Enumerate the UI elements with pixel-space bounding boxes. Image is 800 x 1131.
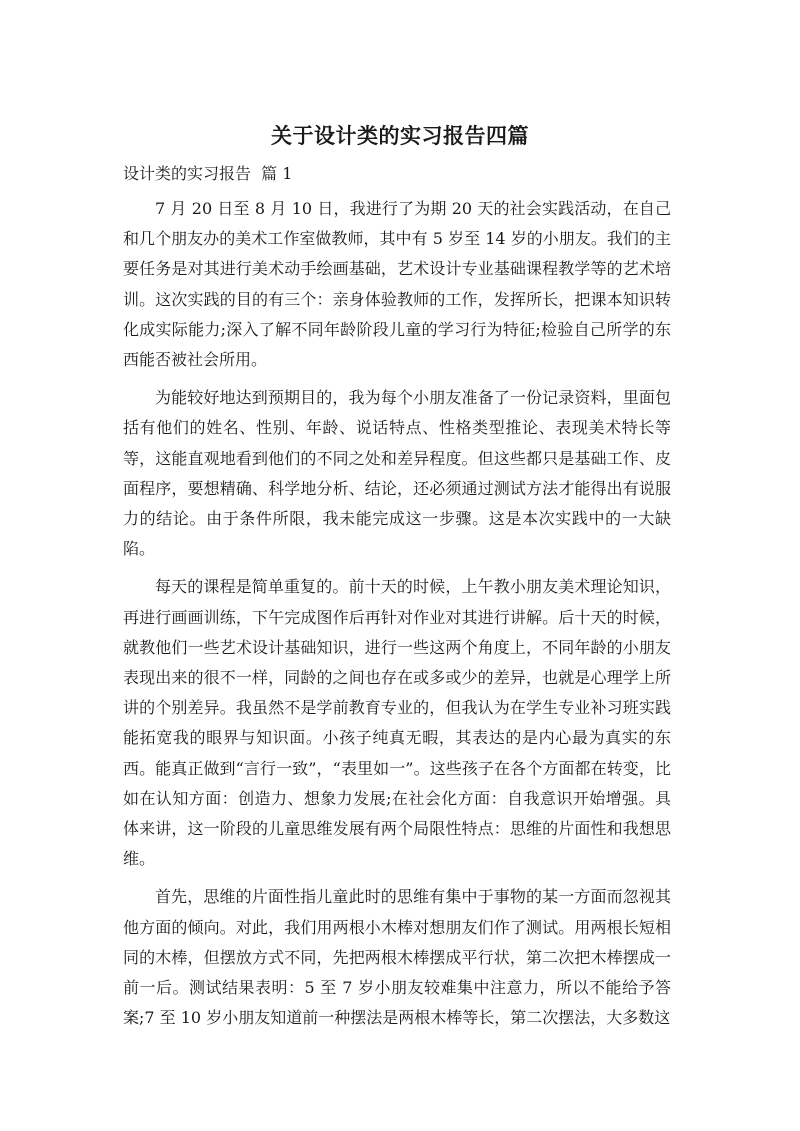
- paragraph: 7 月 20 日至 8 月 10 日，我进行了为期 20 天的社会实践活动，在自己和几个朋友办的美术工作室做教师，其中有 5 岁至 14 岁的小朋友。我们的主要任务是对其进行美术动手绘画基础，艺术设计专业基础课程教学等的艺术培训。这次实践的目的有三个：亲身体验教师的工作，发挥所长，把课本知识转化成实际能力;深入了解不同年龄阶段儿童的学习行为特征;检验自己所学的东西能否被社会所用。: [123, 199, 671, 370]
- paragraph: 首先，思维的片面性指儿童此时的思维有集中于事物的某一方面而忽视其他方面的倾向。对此，我们用两根小木棒对想朋友们作了测试。用两根长短相同的木棒，但摆放方式不同，先把两根木棒摆成平行状，第二次把木棒摆成一前一后。测试结果表明：5 至 7 岁小朋友较难集中注意力，所以不能给予答案;7 至 10 岁小朋友知道前一种摆法是两根木棒等长，第二次摆法，大多数这: [123, 887, 671, 1028]
- document-subtitle: 设计类的实习报告 篇 1: [123, 164, 293, 183]
- paragraph: 每天的课程是简单重复的。前十天的时候，上午教小朋友美术理论知识，再进行画画训练，下午完成图作后再针对作业对其进行讲解。后十天的时候，就教他们一些艺术设计基础知识，进行一些这两个角度上，不同年龄的小朋友表现出来的很不一样，同龄的之间也存在或多或少的差异，也就是心理学上所讲的个别差异。我虽然不是学前教育专业的，但我认为在学生专业补习班实践能拓宽我的眼界与知识面。小孩子纯真无暇，其表达的是内心最为真实的东西。能真正做到“言行一致”，“表里如一”。这些孩子在各个方面都在转变，比如在认知方面：创造力、想象力发展;在社会化方面：自我意识开始增强。具体来讲，这一阶段的儿童思维发展有两个局限性特点：思维的片面性和我想思维。: [123, 577, 671, 869]
- paragraph: 为能较好地达到预期目的，我为每个小朋友准备了一份记录资料，里面包括有他们的姓名、性别、年龄、说话特点、性格类型推论、表现美术特长等等，这能直观地看到他们的不同之处和差异程度。但这些都只是基础工作、皮面程序，要想精确、科学地分析、结论，还必须通过测试方法才能得出有说服力的结论。由于条件所限，我未能完成这一步骤。这是本次实践中的一大缺陷。: [123, 388, 671, 559]
- document-title: 关于设计类的实习报告四篇: [271, 124, 529, 148]
- document-body: [123, 194, 671, 1041]
